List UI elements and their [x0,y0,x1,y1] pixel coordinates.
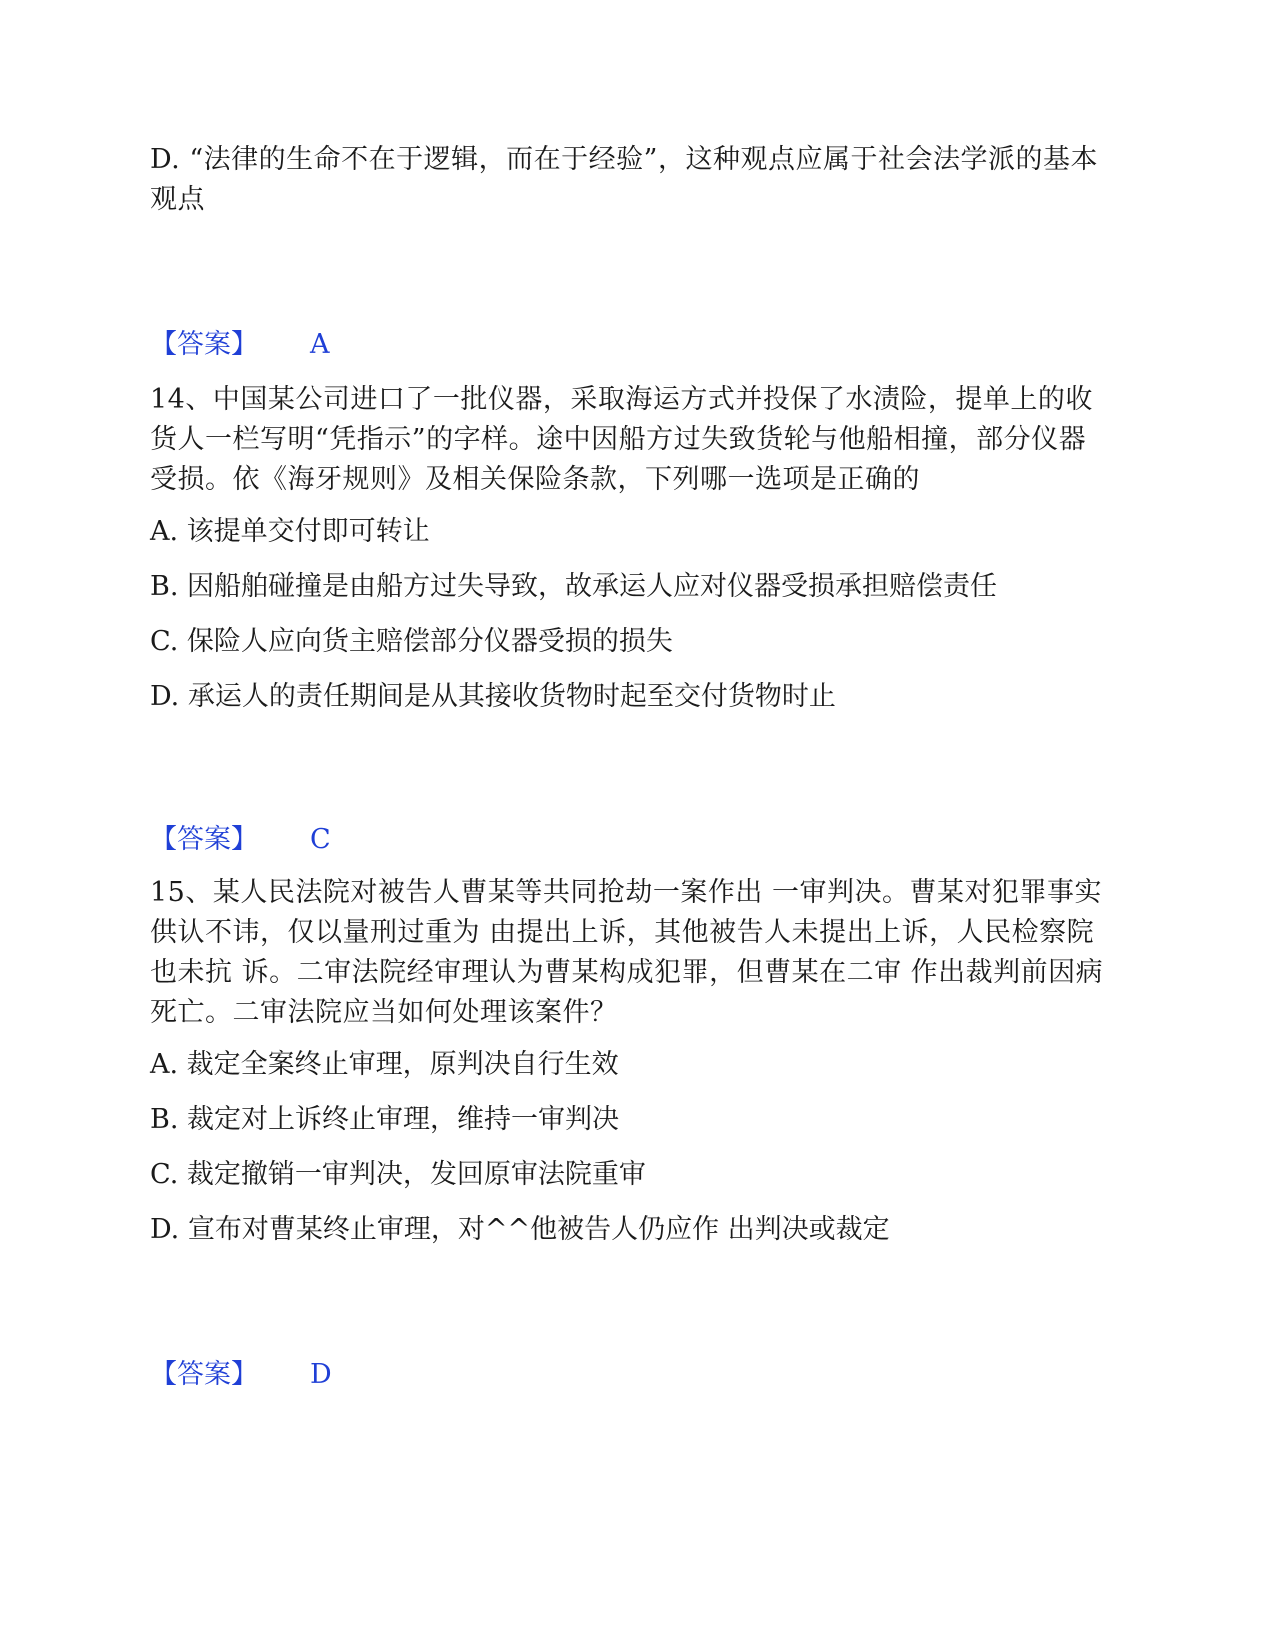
answer-label: 【答案】 [150,1359,258,1390]
q14-option-c: C. 保险人应向货主赔偿部分仪器受损的损失 [150,626,673,657]
q15-option-d: D. 宣布对曹某终止审理，对^^他被告人仍应作 出判决或裁定 [150,1214,890,1245]
q15-option-a: A. 裁定全案终止审理，原判决自行生效 [150,1049,619,1080]
q15-option-c: C. 裁定撤销一审判决，发回原审法院重审 [150,1159,646,1190]
q14-option-b: B. 因船舶碰撞是由船方过失导致，故承运人应对仪器受损承担赔偿责任 [150,571,998,602]
answer-value: A [310,329,330,360]
q15-option-b: B. 裁定对上诉终止审理，维持一审判决 [150,1104,620,1135]
q15-answer [150,1355,332,1395]
answer-label: 【答案】 [150,824,258,855]
answer-value: C [310,824,331,855]
q15-stem: 15、某人民法院对被告人曹某等共同抢劫一案作出 一审判决。曹某对犯罪事实供认不讳，仅以量刑过重为 由提出上诉，其他被告人未提出上诉，人民检察院也未抗 诉。二审法院经审理认为曹某构成犯罪，但曹某在二审 作出裁判前因病死亡。二审法院应当如何处理该案件？ [150,877,1104,1028]
answer-label: 【答案】 [150,329,258,360]
q14-option-d: D. 承运人的责任期间是从其接收货物时起至交付货物时止 [150,681,836,712]
q14-stem: 14、中国某公司进口了一批仪器，采取海运方式并投保了水渍险，提单上的收货人一栏写明“凭指示”的字样。途中因船方过失致货轮与他船相撞，部分仪器受损。依《海牙规则》及相关保险条款，下列哪一选项是正确的 [150,384,1093,495]
q13-answer [150,325,330,365]
q14-option-a: A. 该提单交付即可转让 [150,516,430,547]
answer-value: D [310,1359,332,1390]
q14-answer [150,820,331,860]
prev-option-d: D. “法律的生命不在于逻辑，而在于经验”，这种观点应属于社会法学派的基本观点 [150,144,1098,215]
